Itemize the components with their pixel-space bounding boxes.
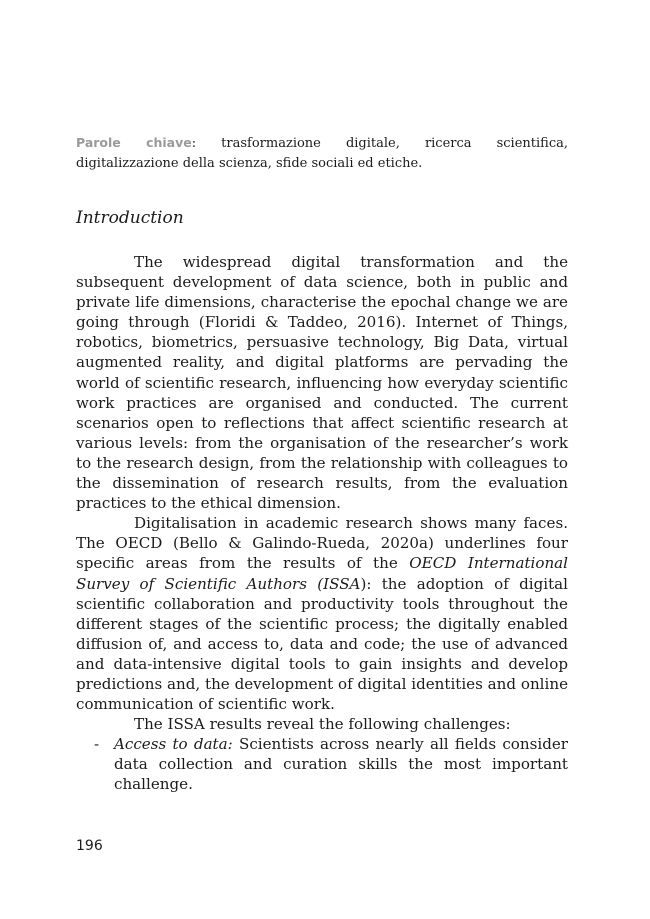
paragraph: The ISSA results reveal the following challenges: (134, 715, 511, 734)
keywords-label: Parole chiave (76, 135, 192, 150)
paragraph: The widespread digital transformation and the subsequent development of data science, both in public and private life dimensions, characterise the epochal change we are going through (Floridi & Taddeo, 2016). Internet of Things, robotics, biometrics, persuasive technology, Big Data, virtual augmented reality, and digital platforms are pervading the world of scientific research, influencing how everyday scientific work practices are organised and conducted. The current scenarios open to reflections that affect scientific research at various levels: from the organisation of the researcher’s work to the research design, from the relationship with colleagues to the dissemination of research results, from the evaluation practices to the ethical dimension. (76, 253, 568, 513)
keywords-text: : trasformazione digitale, ricerca scientifica, digitalizzazione della scienza, sfide sociali ed etiche. (76, 136, 568, 171)
paragraph-text: ): the adoption of digital scientific collaboration and productivity tools throughout the different stages of the scientific process; the digitally enabled diffusion of, and access to, data and code; the use of advanced and data-intensive digital tools to gain insights and develop predictions and, the development of digital identities and online communication of scientific work. (76, 574, 568, 714)
survey-title: OECD International Survey of Scientific Authors (ISSA (76, 554, 569, 593)
list-bullet: - (94, 735, 100, 754)
list-item (76, 734, 568, 794)
keywords-line (76, 133, 568, 174)
list-item-title: Access to data: (114, 735, 233, 754)
challenge-list (76, 734, 568, 794)
paragraph (76, 513, 568, 714)
section-heading: Introduction (76, 208, 184, 228)
body-text (76, 252, 568, 795)
paragraph-text: Digitalisation in academic research shows many faces. The OECD (Bello & Galindo-Rueda, 2020a) underlines four specific areas from the results of the (76, 514, 568, 573)
list-item-text: Scientists across nearly all fields consider data collection and curation skills the most important challenge. (114, 735, 568, 794)
page-number: 196 (76, 838, 103, 854)
